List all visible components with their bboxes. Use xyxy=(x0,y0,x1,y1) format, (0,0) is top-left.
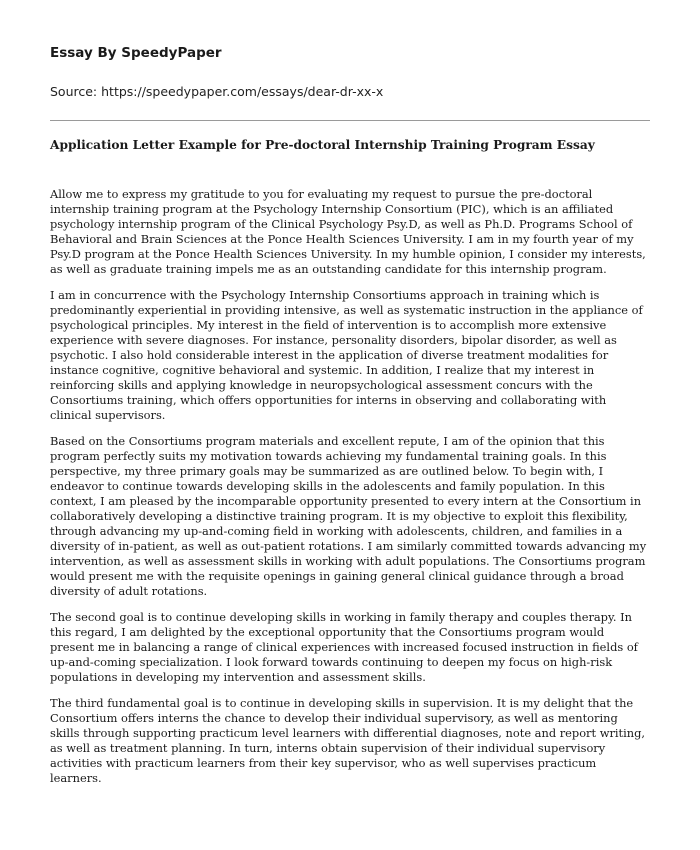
header-divider xyxy=(50,120,650,121)
essay-body xyxy=(50,187,650,786)
essay-title: Application Letter Example for Pre-doctoral Internship Training Program Essay xyxy=(50,138,595,152)
essay-author-line: Essay By SpeedyPaper xyxy=(50,45,222,61)
paragraph-5: The third fundamental goal is to continue in developing skills in supervision. It is my delight that the Consortium offers interns the chance to develop their individual supervisory, as well as mentoring skills through supporting practicum level learners with differential diagnoses, note and report writing, as well as treatment planning. In turn, interns obtain supervision of their individual supervisory activities with practicum learners from their key supervisor, who as well supervises practicum learners. xyxy=(50,696,646,785)
paragraph-4: The second goal is to continue developing skills in working in family therapy and couples therapy. In this regard, I am delighted by the exceptional opportunity that the Consortiums program would present me in balancing a range of clinical experiences with increased focused instruction in fields of up-and-coming specialization. I look forward towards continuing to deepen my focus on high-risk populations in developing my intervention and assessment skills. xyxy=(50,610,638,684)
source-line: Source: https://speedypaper.com/essays/dear-dr-xx-x xyxy=(50,84,384,99)
paragraph-2: I am in concurrence with the Psychology Internship Consortiums approach in training which is predominantly experiential in providing intensive, as well as systematic instruction in the appliance of psychological principles. My interest in the field of intervention is to accomplish more extensive experience with severe diagnoses. For instance, personality disorders, bipolar disorder, as well as psychotic. I also hold considerable interest in the application of diverse treatment modalities for instance cognitive, cognitive behavioral and systemic. In addition, I realize that my interest in reinforcing skills and applying knowledge in neuropsychological assessment concurs with the Consortiums training, which offers opportunities for interns in observing and collaborating with clinical supervisors. xyxy=(50,288,643,422)
paragraph-1: Allow me to express my gratitude to you for evaluating my request to pursue the pre-doctoral internship training program at the Psychology Internship Consortium (PIC), which is an affiliated psychology internship program of the Clinical Psychology Psy.D, as well as Ph.D. Programs School of Behavioral and Brain Sciences at the Ponce Health Sciences University. I am in my fourth year of my Psy.D program at the Ponce Health Sciences University. In my humble opinion, I consider my interests, as well as graduate training impels me as an outstanding candidate for this internship program. xyxy=(50,187,646,276)
paragraph-3: Based on the Consortiums program materials and excellent repute, I am of the opinion that this program perfectly suits my motivation towards achieving my fundamental training goals. In this perspective, my three primary goals may be summarized as are outlined below. To begin with, I endeavor to continue towards developing skills in the adolescents and family population. In this context, I am pleased by the incomparable opportunity presented to every intern at the Consortium in collaboratively developing a distinctive training program. It is my objective to exploit this flexibility, through advancing my up-and-coming field in working with adolescents, children, and families in a diversity of in-patient, as well as out-patient rotations. I am similarly committed towards advancing my intervention, as well as assessment skills in working with adult populations. The Consortiums program would present me with the requisite openings in gaining general clinical guidance through a broad diversity of adult rotations. xyxy=(50,434,647,598)
